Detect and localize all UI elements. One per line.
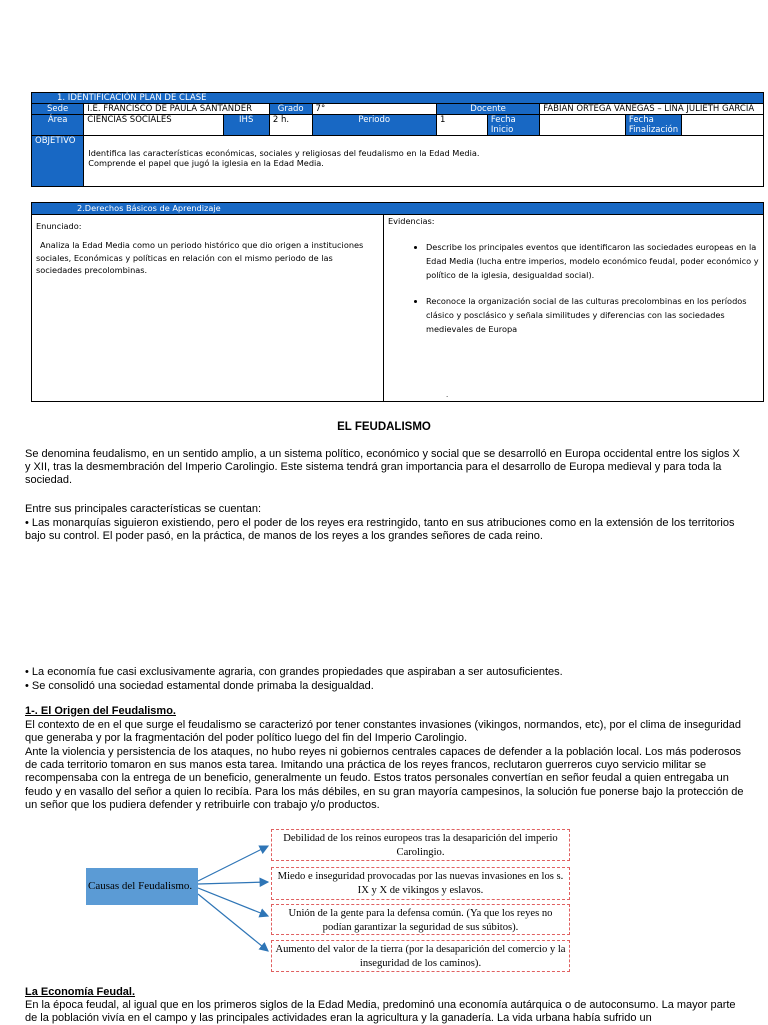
arrow-2 [198,882,268,884]
objetivo-line-2: Comprende el papel que jugó la iglesia en la Edad Media. [88,158,324,168]
evidencia-item: • Reconoce la organización social de las culturas precolombinas en los períodos clásico y posclásico y señala similitudes y diferencias con las sociedades medievales de Europa [426,294,759,336]
cause-box: Debilidad de los reinos europeos tras la desaparición del imperio Carolingio. [271,829,570,861]
characteristic-item: • Las monarquías siguieron existiendo, pero el poder de los reyes era restringido, tanto en sus atribuciones como en la extensión de los territorios bajo su control. El poder pasó, en la práctica, de manos de los reyes a los grandes señores de cada reino. [25,517,735,543]
arrow-1 [198,846,268,881]
grado-label: Grado [269,104,312,115]
origen-heading: 1-. El Origen del Feudalismo. [25,705,176,717]
evidencias-label: Evidencias: [388,216,435,226]
cause-box: Unión de la gente para la defensa común. (Ya que los reyes no podían garantizar la seguridad de sus súbitos). [271,904,570,935]
objetivo-label: OBJETIVO [32,136,84,187]
periodo-value: 1 [436,115,487,136]
intro-paragraph: Se denomina feudalismo, en un sentido amplio, a un sistema político, económico y social que se desarrolló en Europa occidental entre los siglos X y XII, tras la desmembración del Imperio Carolingio. Este sistema tendrá gran importancia para el desarrollo de Europa medieval y para toda la sociedad. [25,448,740,487]
evidencia-item: • Describe los principales eventos que identificaron las sociedades europeas en la Edad Media (lucha entre imperios, modelo económico feudal, poder económico y político de la iglesia, desigualdad social). [426,240,759,282]
dba-header: 2.Derechos Básicos de Aprendizaje [32,203,764,215]
ihs-value: 2 h. [269,115,312,136]
origen-paragraph-1: El contexto de en el que surge el feudalismo se caracterizó por tener constantes invasiones (vikingos, normandos, etc), por el clima de inseguridad que generaba y por la fragmentación del poder político luego del fin del Imperio Carolingio. [25,719,741,745]
fecha-fin-label: Fecha Finalización [625,115,681,136]
enunciado-text: Analiza la Edad Media como un periodo histórico que dio origen a instituciones sociales, Económicas y políticas en relación con el mismo periodo de las sociedades precolombinas. [36,240,364,275]
enunciado-label: Enunciado: [36,221,82,231]
cause-box: Miedo e inseguridad provocadas por las nuevas invasiones en los s. IX y X de vikingos y eslavos. [271,867,570,900]
area-value: CIENCIAS SOCIALES [84,115,223,136]
docente-value: FABIAN ORTEGA VANEGAS – LINA JULIETH GARCIA [540,104,764,115]
characteristics-intro: Entre sus principales características se cuentan: [25,503,262,515]
objetivo-line-1: Identifica las características económicas, sociales y religiosas del feudalismo en la Edad Media. [88,148,480,158]
plan-header: 1. IDENTIFICACIÓN PLAN DE CLASE [32,93,764,104]
fecha-inicio-label: Fecha Inicio [487,115,539,136]
evidencias-dot: . [446,391,449,399]
diagram-center-box: Causas del Feudalismo. [86,868,198,905]
characteristic-item: • Se consolidó una sociedad estamental donde primaba la desigualdad. [25,680,374,692]
ihs-label: IHS [223,115,269,136]
grado-value: 7° [312,104,436,115]
cause-box: Aumento del valor de la tierra (por la desaparición del comercio y la inseguridad de los caminos). [271,940,570,972]
sede-value: I.E. FRANCISCO DE PAULA SANTANDER [84,104,270,115]
economia-heading: La Economía Feudal. [25,986,136,998]
sede-label: Sede [32,104,84,115]
area-label: Área [32,115,84,136]
characteristic-item: • La economía fue casi exclusivamente agraria, con grandes propiedades que aspiraban a ser autosuficientes. [25,666,563,678]
docente-label: Docente [436,104,539,115]
page-title: EL FEUDALISMO [337,421,431,433]
periodo-label: Periodo [312,115,436,136]
origen-paragraph-2: Ante la violencia y persistencia de los ataques, no hubo reyes ni gobiernos centrales capaces de defender a la población local. Los más poderosos de cada territorio tomaron en sus manos esta tarea. Imitando una práctica de los reyes francos, reclutaron guerreros cuyo servicio militar se recompensaba con la entrega de un beneficio, generalmente un feudo. Estos tratos personales convertían en señor feudal a quien entregaba un feudo y en vasallo del señor a quien lo recibía. Para los más débiles, en su gran mayoría campesinos, la solución fue ponerse bajo la protección de un señor que los pudiera defender y retribuirle con trabajo y/o productos. [25,746,744,811]
economia-paragraph: En la época feudal, al igual que en los primeros siglos de la Edad Media, predominó una economía autárquica o de autoconsumo. La mayor parte de la población vivía en el campo y las principales actividades eran la agricultura y la ganadería. La vida urbana había sufrido un [25,999,736,1025]
